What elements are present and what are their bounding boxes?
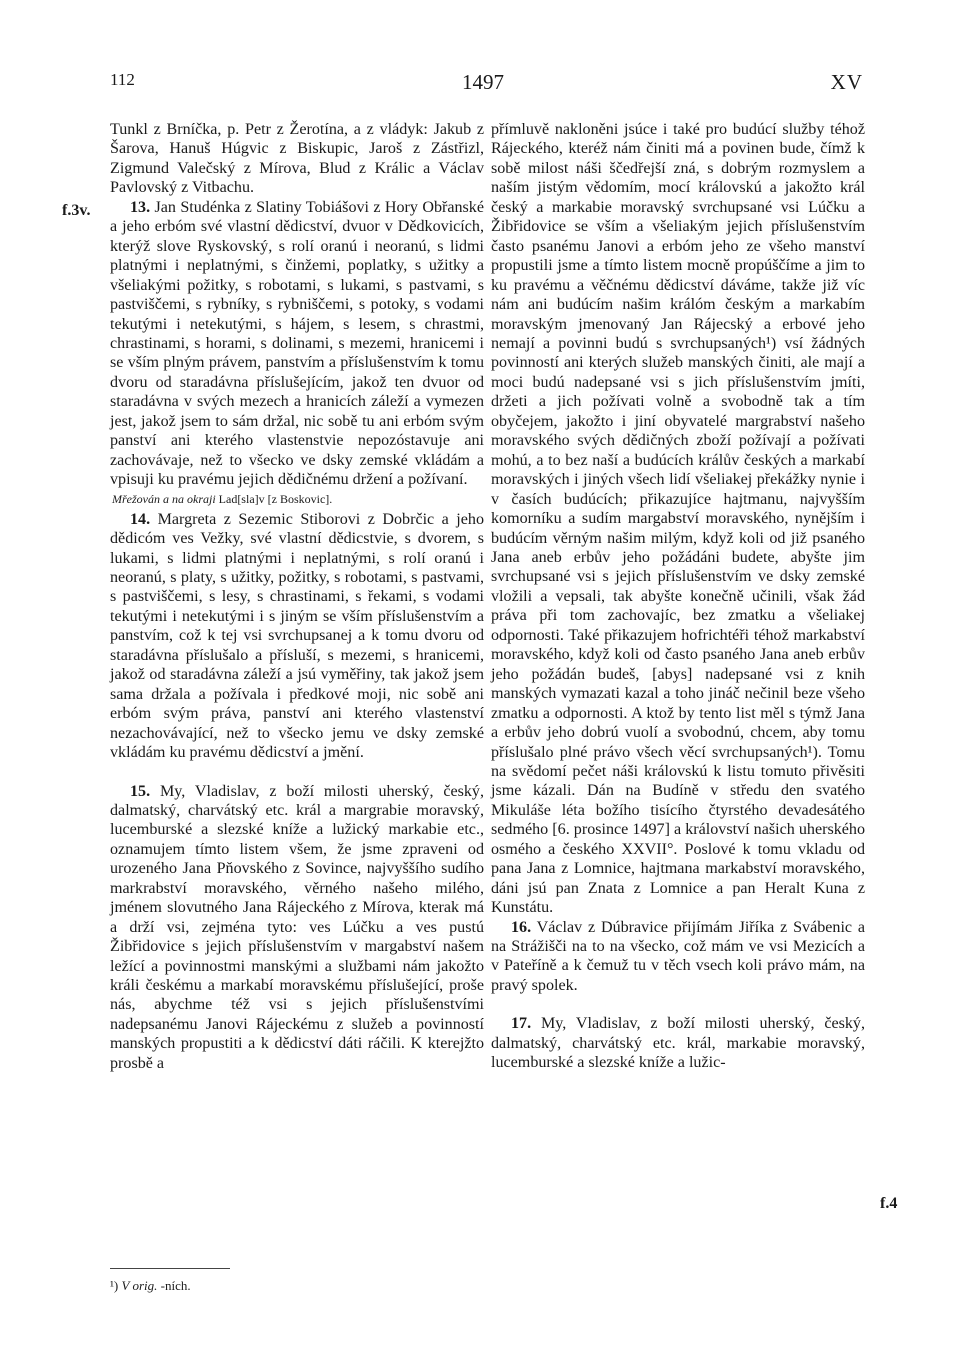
note-italic: Mřežován a na okraji xyxy=(112,491,216,506)
entry-15 xyxy=(110,782,484,1074)
footnote-rest: -ních. xyxy=(160,1278,191,1293)
entry-text: Jan Studénka z Slatiny Tobiášovi z Hory Obřanské a jeho erbóm své vlastní dědicství, dvuor v Dědkovicích, kterýž slove Ryskovský, s rolí oranú i neoranú, s lidmi platnými i neplatnými, s činžemi, poplatky, s užitky a všeliakými požitky, s robotami, s lukami, s pastvami, s pastviščemi, s rybníky, s rybniščemi, s potoky, s vodami tekutými i netekutými, s hájem, s lesem, s chrastmi, chrastinami, s horami, s dolinami, s mezemi, hranicemi i se vším plným právem, panstvím a příslušenstvím k tomu dvoru od staradávna příslušejícím, jakož ten dvuor od staradávna v svých mezech a hranicích záleží a vymezen jest, jakož jsem to sám držal, nic sobě tu ani erbóm svým panství ani kterého vlastenstvie nepozóstavuje ani zachovávaje, než to všecko ve dsky zemské vkládám a vpisuji ku pravému jejich dědičnému držení a požívaní. xyxy=(110,198,484,489)
paragraph-continuation: přímluvě nakloněni jsúce i také pro budúcí služby téhož Rájeckého, kteréž nám činiti má a povinen bude, čímž k sobě milost náši ščedřejší zná, s dobrým rozmyslem a naším jistým vědomím, mocí královskú a jakožto král český a markabie moravský svrchupsané vsi Lúčku a Žibřidovice se vším a všeliakým jejich příslušenstvím často psanému Janovi a erbóm jeho ze všeho manství propustili jsme a tímto listem mocně propúščíme a jim to ku pravému a věčnému dědicství dáváme, takže již víc nám ani budúcím našim králóm českým a markabím moravským jmenovaný Jan Rájecský a erbové jeho nemají a povinni budú s svrchupsaných¹) vsí žádných povinností ani kterých služeb manských činiti, ale mají a moci budú nadepsané vsi s jich příslušenstvím jmíti, držeti a jich požívati volně a svobodně tak a tím obyčejem, jakožto i jiní obyvatelé margrabství našeho moravského svých dědičných zboží požívají a požívati mohú, a to bez naší a budúcích králův českých a markabí moravských i jiných všech lidí všeliakej překážky nynie i v časích budúcích; přikazujíce hajtmanu, najvyšším komorníku a sudím margabství moravského, nynějším i budúcím věrným našim milým, když koli od již psaného Jana aneb erbův jeho požádáni budete, abyšte jim svrchupsané vsi s jejich příslušenstvím ve dsky zemské vložili a vepsali, tak abyšte konečně učinili, však žád práva při tom zachovajíc, bez zmatku a všeliakej odpornosti. Také přikazujem hofrichtéři téhož markabství moravského, když koli od často psaného Jana aneb erbův jeho požádán budeš, [abys] nadepsané vsi z knih manských vymazati kazal a toho jináč nečinil beze všeho zmatku a odpornosti. A ktož by tento list měl s týmž Jana a erbův jeho dobrú vuolí a svobodnú, chcem, aby tomu příslušalo plné právo všech věcí svrchupsaných¹). Tomu na svědomí pečet náši královskú k listu tomuto přivěsiti jsme kázali. Dán na Budíně v středu den svatého Mikuláše léta božího tisícího čtyrstého devadesátého sedmého [6. prosince 1497] a království našich uherského osmého a českého XXVII°. Poslové k tomu vkladu od pana Jana z Lomnice, hajtmana markabství moravského, dáni jsú pan Znata z Lomnice a pan Heralt Kuna z Kunstátu. xyxy=(491,121,865,917)
entry-text: My, Vladislav, z boží milosti uherský, český, dalmatský, charvátský etc. král, markabie moravský, lucemburské a slezské kníže a lužic- xyxy=(491,1015,865,1072)
entry-14 xyxy=(110,510,484,763)
folio-margin-note-left: f.3v. xyxy=(62,202,91,219)
footnote-marker: ¹) xyxy=(110,1278,119,1293)
note-plain: Lad[sla]v [z Boskovic]. xyxy=(218,491,333,506)
entry-16 xyxy=(491,918,865,996)
entry-17 xyxy=(491,1014,865,1072)
folio-margin-note-right: f.4 xyxy=(880,1195,898,1212)
entry-number: 15. xyxy=(130,782,151,800)
entry-13 xyxy=(110,198,484,490)
paragraph-continuation: Tunkl z Brníčka, p. Petr z Žerotína, a z vládyk: Jakub z Šarova, Hanuš Húgvic z Biskupic, Jaroš z Zástřizl, Zigmund Valečský z Mírova, Blud z Králic a Václav Pavlovský z Vitbachu. xyxy=(110,121,484,197)
entry-text: My, Vladislav, z boží milosti uherský, český, dalmatský, charvátský etc. král a margrabie moravský, lucemburské a slezské kníže a lužický markabie etc., oznamujem tímto listem všem, že jsme zpraveni od urozeného Jana Pňovského z Sovince, najvyššího sudího markrabství moravského, věrného našeho milého, jménem slovutného Jana Rájeckého z Mírova, kterak má a drží vsi, zejména tyto: ves Lúčku a ves pustú Žibřidovice s jejich příslušenstvím v margabství našem ležící a povinnostmi manskými a službami nám jakožto králi českému a markabí moravskému příslušející, proše nás, abychme též vsi s jejich příslušenstvími nadepsanému Janovi Rájeckému z služeb a povinností manských propustiti a k dědicství dáti ráčili. K kterejžto prosbě a xyxy=(110,782,484,1072)
editorial-note xyxy=(112,491,484,507)
footnote xyxy=(110,1278,191,1294)
entry-number: 17. xyxy=(511,1015,532,1033)
right-column xyxy=(491,120,865,1073)
left-column xyxy=(110,120,484,1073)
entry-number: 13. xyxy=(130,198,151,216)
entry-number: 16. xyxy=(511,918,532,936)
entry-number: 14. xyxy=(130,510,151,528)
running-head-year: 1497 xyxy=(462,70,504,94)
entry-text: Margreta z Sezemic Stiborovi z Dobrčic a jeho dědicóm ves Vežky, své vlastní dědicstvie, s dvorem, s lukami, s lidmi platnými i neplatnými, s rolí oranú i neoranú, s platy, s užitky, požitky, s robotami, s pastvami, s pastviščemi, s lesy, s chrastinami, s řekami, s vodami tekutými i netekutými i s jiným se vším příslušenstvím a panstvím, což k tej vsi svrchupsanej a k tomu dvoru od staradávna příslušalo a přísluší, s mezemi, s hranicemi, jakož od staradávna záleží a jsú vyměřiny, tak jakož jsem sama držala a požívala i předkové moji, nic sobě ani erbóm svým práva, panství ani kterého vlastenství nezachovávající, než to všecko jemu ve dsky zemské vkládám ku pravému dědicství a jmění. xyxy=(110,510,484,762)
entry-text: Václav z Dúbravice přijímám Jiříka z Svábenic a na Strážišči na to na všecko, což mám ve vsi Mezicích a v Pateříně a k čemuž tu v těch vsech koli právo mám, na pravý spolek. xyxy=(491,918,866,994)
volume-number: XV xyxy=(830,70,863,94)
footnote-rule xyxy=(110,1268,230,1269)
footnote-italic: V orig. xyxy=(121,1278,158,1293)
page-number: 112 xyxy=(110,70,135,89)
